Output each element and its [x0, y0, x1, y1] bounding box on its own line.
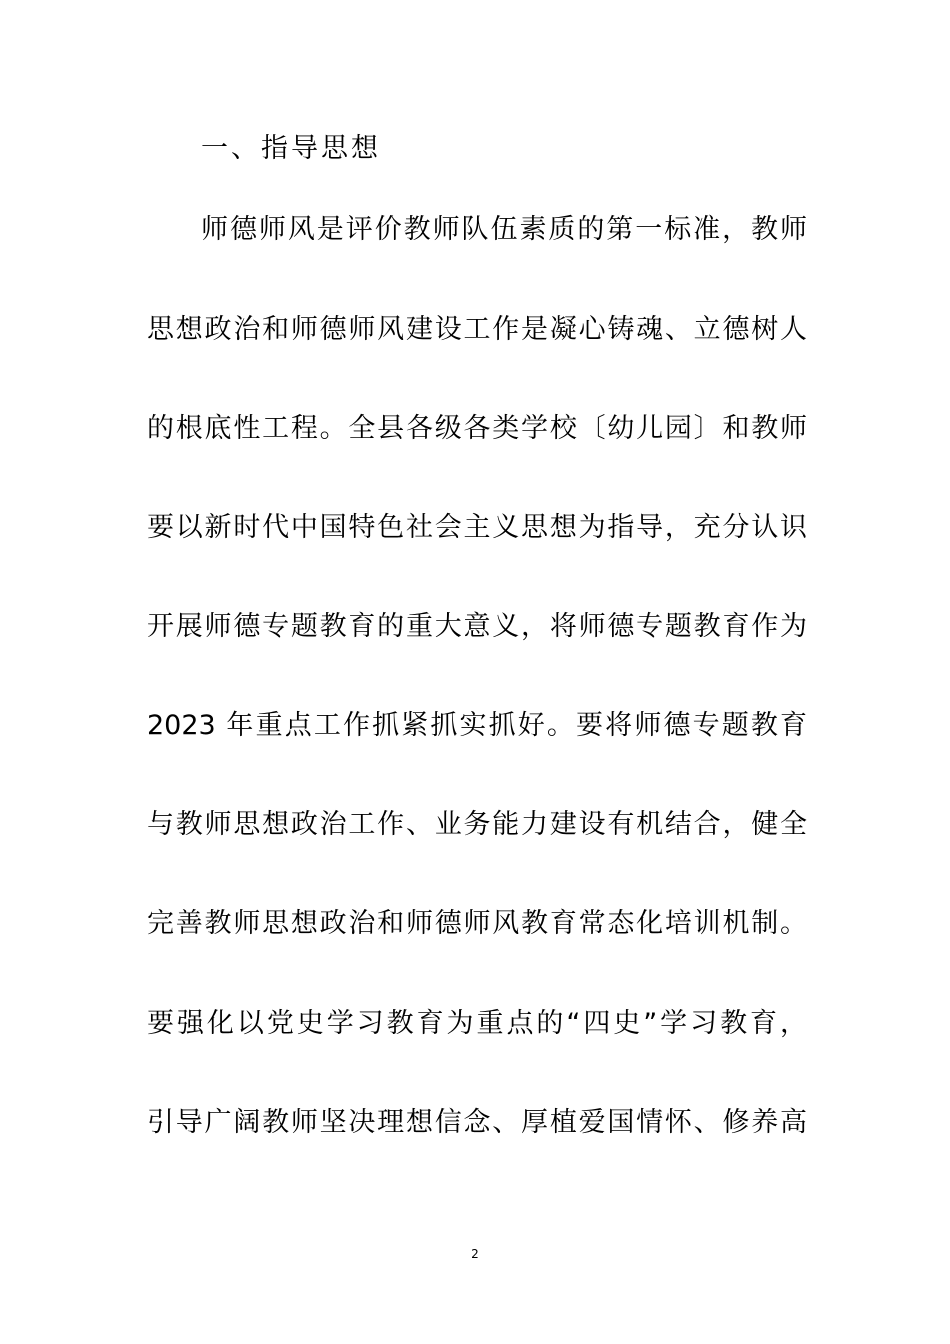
paragraph-line-5: 开展师德专题教育的重大意义，将师德专题教育作为	[147, 611, 807, 642]
paragraph-line-3: 的根底性工程。全县各级各类学校〔幼儿园〕和教师	[147, 413, 807, 444]
paragraph-line-10: 引导广阔教师坚决理想信念、厚植爱国情怀、修养高	[147, 1107, 807, 1138]
paragraph-line-7: 与教师思想政治工作、业务能力建设有机结合，健全	[147, 809, 807, 840]
paragraph-line-9: 要强化以党史学习教育为重点的“四史”学习教育，	[147, 1008, 807, 1039]
paragraph-line-8: 完善教师思想政治和师德师风教育常态化培训机制。	[147, 908, 807, 939]
paragraph-line-1: 师德师风是评价教师队伍素质的第一标准，教师	[201, 214, 807, 245]
section-heading: 一、指导思想	[201, 133, 381, 164]
paragraph-line-2: 思想政治和师德师风建设工作是凝心铸魂、立德树人	[147, 314, 807, 345]
paragraph-line-6: 2023 年重点工作抓紧抓实抓好。要将师德专题教育	[147, 710, 807, 741]
page-number: 2	[471, 1247, 479, 1261]
paragraph-line-4: 要以新时代中国特色社会主义思想为指导，充分认识	[147, 512, 807, 543]
